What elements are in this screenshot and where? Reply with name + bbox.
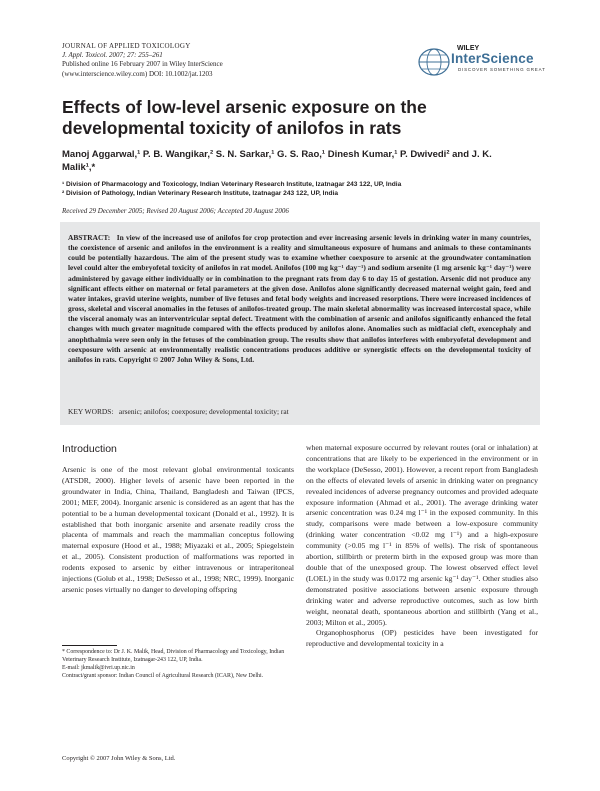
affiliation-2: ² Division of Pathology, Indian Veterinary Research Institute, Izatnagar 243 122, UP, India xyxy=(62,190,339,197)
footnote-grant: Contract/grant sponsor: Indian Council of Agricultural Research (ICAR), New Delhi. xyxy=(62,673,264,679)
footnote-email: E-mail: jkmalik@ivri.up.nic.in xyxy=(62,665,135,671)
keywords xyxy=(68,407,531,417)
paragraph-intro-1: Arsenic is one of the most relevant global environmental toxicants (ATSDR, 2000). Higher levels of arsenic have been reported in the groundwater in India, China, Thailand, Bangladesh and Taiwan (IPCS, 2001; MEF, 2004). Inorganic arsenic is considered as an agent that has the potential to be a human developmental toxicant (Donald et al., 1992). It is established that both inorganic arsenite and arsenate readily cross the placenta of mammals and reach the mammalian conceptus following maternal exposure (Hood et al., 1988; Miyazaki et al., 2005; Spiegelstein et al., 2005). Consistent production of malformations was reported in rodents exposed to arsenic by either intravenous or intraperitoneal injections (Golub et al., 1998; DeSesso et al., 1998; NRC, 1999). Inorganic arsenic poses virtually no danger to developing offspring xyxy=(62,465,294,594)
page-copyright: Copyright © 2007 John Wiley & Sons, Ltd. xyxy=(62,755,176,762)
journal-published: Published online 16 February 2007 in Wiley InterScience xyxy=(62,60,223,69)
logo-wiley-text: WILEY xyxy=(457,45,480,52)
abstract-body: In view of the increased use of anilofos for crop protection and ever increasing arsenic levels in drinking water in many countries, the coexistence of arsenic and anilofos in the environment is a reality and simultaneous exposure of humans and animals to these contaminants could be potentially hazardous. The aim of the present study was to examine whether coexposure to arsenic at the groundwater contamination level could alter the embryofetal toxicity of anilofos in rat model. Anilofos (100 mg kg⁻¹ day⁻¹) and sodium arsenite (1 mg arsenic kg⁻¹ day⁻¹) were administered by gavage either individually or in combination to the pregnant rats from day 6 to day 15 of gestation. Arsenic did not produce any significant effects either on maternal or fetal parameters at the given dose. Anilofos alone significantly decreased maternal weight gain, feed and water intakes, gravid uterine weights, number of live fetuses and fetal body weights and increased resorptions. There were increased incidences of gross, skeletal and visceral anomalies in the fetuses of anilofos-treated group. The main skeletal abnormality was increased intercostal space, while the visceral anomaly was an interventricular septal defect. Treatment with the combination of arsenic and anilofos significantly enhanced the fetal changes with much greater magnitude compared with the effects produced by anilofos alone. Anomalies such as midfacial cleft, exencephaly and anophthalmia were seen only in the fetuses of the combination group. The results show that anilofos interferes with embryofetal development and coexposure with arsenic at environmentally realistic concentrations produces additive or synergistic effects on the developmental toxicity of anilofos in rats. Copyright © 2007 John Wiley & Sons, Ltd. xyxy=(68,233,531,364)
abstract-label: ABSTRACT: xyxy=(68,233,111,242)
footnotes xyxy=(62,648,294,680)
paragraph-intro-3: Organophosphorus (OP) pesticides have been investigated for reproductive and developmental toxicity in a xyxy=(306,628,538,649)
article-title: Effects of low-level arsenic exposure on the developmental toxicity of anilofos in rats xyxy=(62,97,427,138)
journal-citation: J. Appl. Toxicol. 2007; 27: 255–261 xyxy=(62,51,163,60)
affiliations xyxy=(62,180,522,198)
paragraph-intro-2: when maternal exposure occurred by relevant routes (oral or inhalation) at concentrations that are likely to be experienced in the environment or in the workplace (DeSesso, 2001). However, a recent report from Bangladesh on the effects of elevated levels of arsenic in drinking water on pregnancy revealed incidences of adverse pregnancy outcomes and provided adequate exposure information (Ahmad et al., 2001). The average drinking water arsenic concentration was 0.24 mg l⁻¹ in the exposed community. In this study, comparisons were made between a low-exposure community (drinking water concentration <0.02 mg l⁻¹) and a high-exposure community (>0.05 mg l⁻¹ in 85% of wells). The risk of spontaneous abortion, stillbirth or preterm birth in the exposed group was more than double that of the unexposed group. The lowest observed effect level (LOEL) in the study was 0.0172 mg arsenic kg⁻¹ day⁻¹. Other studies also demonstrated positive associations between arsenic exposure through drinking water and adverse reproductive outcomes, such as low birth weight, neonatal death, spontaneous abortion and stillbirth (Yang et al., 2003; Milton et al., 2005). xyxy=(306,443,538,627)
footnote-divider xyxy=(62,645,117,646)
logo-tagline: DISCOVER SOMETHING GREAT xyxy=(458,67,546,72)
logo-interscience-text: InterScience xyxy=(451,51,534,66)
section-heading-introduction: Introduction xyxy=(62,443,117,455)
journal-name: JOURNAL OF APPLIED TOXICOLOGY xyxy=(62,42,191,50)
keywords-list: arsenic; anilofos; coexposure; developmental toxicity; rat xyxy=(118,407,289,416)
wiley-interscience-logo xyxy=(417,45,557,79)
footnote-correspondence: * Correspondence to: Dr J. K. Malik, Head, Division of Pharmacology and Toxicology, Indian Veterinary Research Institute, Izatnagar-243 122, UP, India. xyxy=(62,649,285,663)
body-column-right xyxy=(306,443,538,650)
affiliation-1: ¹ Division of Pharmacology and Toxicology, Indian Veterinary Research Institute, Izatnagar 243 122, UP, India xyxy=(62,181,402,188)
journal-doi: (www.interscience.wiley.com) DOI: 10.1002/jat.1203 xyxy=(62,69,213,78)
author-list: Manoj Aggarwal,¹ P. B. Wangikar,² S. N. Sarkar,¹ G. S. Rao,¹ Dinesh Kumar,¹ P. Dwivedi² and J. K. Malik¹,* xyxy=(62,149,492,173)
keywords-label: KEY WORDS: xyxy=(68,407,114,416)
body-column-left xyxy=(62,465,294,596)
abstract xyxy=(68,233,531,365)
logo-globe-icon xyxy=(417,47,451,77)
received-dates: Received 29 December 2005; Revised 20 August 2006; Accepted 20 August 2006 xyxy=(62,207,289,215)
journal-header xyxy=(62,42,362,79)
